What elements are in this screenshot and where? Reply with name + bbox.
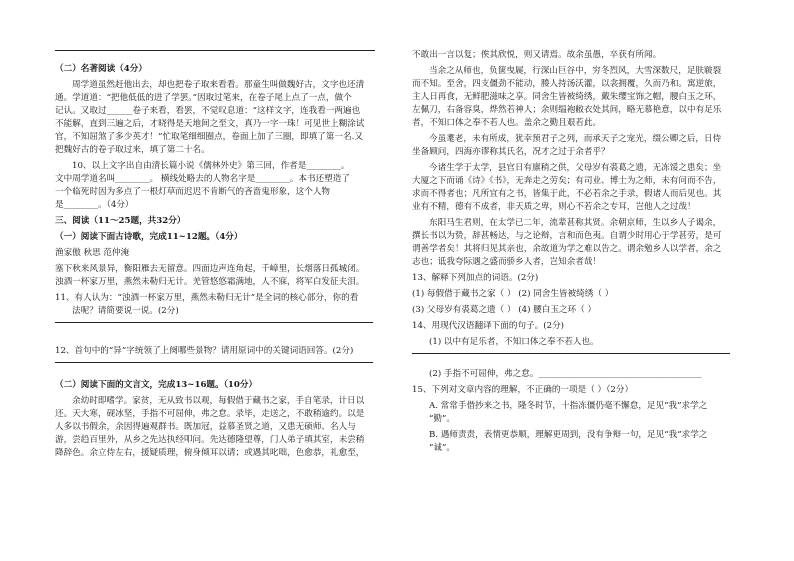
left-text-line: 余幼时即嗜学。家贫，无从致书以观，每假借于藏书之家，手自笔录，计日以: [72, 396, 365, 406]
right-text-line: 14、用现代汉语翻译下面的句子。(2分): [412, 321, 565, 331]
left-answer-line[interactable]: [55, 362, 373, 363]
right-text-line: (2) 手指不可屈伸，弗之怠。______________________________________: [429, 369, 702, 379]
right-text-line: 者，不知口体之奉不若人也。盖余之勤且艰若此。: [412, 118, 602, 128]
right-text-line: 志也；诋我夸际遇之盛而骄乡人者，岂知余者哉！: [412, 257, 602, 267]
right-text-line: 撰长书以为贽，辞甚畅达，与之论辩，言和而色夷。自谓少时用心于学甚劳，是可: [412, 231, 722, 241]
left-text-line: 12、首句中的“异”字统领了上阕哪些景物？请用原词中的关键词语回答。(2分): [55, 346, 354, 356]
left-text-line: 官，不知屈煞了多少英才！”忙取笔细细圈点，卷面上加了三圈，即填了第一名.又: [55, 132, 363, 142]
left-text-line: 一个临死时因为多点了一根灯草而迟迟不肯断气的吝啬鬼形象，这个人物: [55, 187, 331, 197]
left-text-line: 浊酒一杯家万里，燕然未勒归无计。羌管悠悠霜满地，人不寐，将军白发征夫泪。: [55, 277, 365, 287]
right-text-line: 左佩刀，右备容臭，烨然若神人；余则缊袍敝衣处其间，略无慕艳意，以中有足乐: [412, 105, 722, 115]
right-text-line: 东阳马生君则，在太学已二年，流辈甚称其贤。余朝京师，生以乡人子谒余，: [429, 218, 722, 228]
right-text-line: 业有不精，德有不成者，非天质之卑，则心不若余之专耳，岂他人之过哉！: [412, 202, 696, 212]
left-text-line: 降辞色。余立侍左右，援疑质理，俯身倾耳以请；或遇其叱咄，色愈恭，礼愈至，: [55, 448, 365, 458]
left-text-line: 记认。又取过______卷子来看，看罢，不觉叹息道：“这样文字，连我看一两遍也: [55, 106, 361, 116]
right-text-line: (1) 每假借于藏书之家（ ） (2) 同舍生皆被绮绣（ ）: [412, 289, 614, 299]
right-text-line: 坐备顾问，四海亦谬称其氏名，况才之过于余者乎？: [412, 147, 610, 157]
left-text-line: 不能解，直到三遍之后，才晓得是天地间之至文，真乃一字一珠！可见世上糊涂试: [55, 119, 365, 129]
right-text-line: 当余之从师也，负箧曳屣，行深山巨谷中，穷冬烈风，大雪深数尺，足肤皲裂: [429, 66, 722, 76]
right-text-line: 大厦之下而诵《诗》《书》，无奔走之劳矣；有司业、博士为之师，未有问而不告，: [412, 176, 722, 186]
left-text-line: 11、有人认为：“浊酒一杯家万里，燕然未勒归无计”是全词的核心部分，你的看: [55, 293, 359, 303]
left-text-line: 渔家傲 秋思 范仲淹: [55, 248, 130, 258]
left-text-line: 人多以书假余，余因得遍观群书。既加冠，益慕圣贤之道，又患无硕师、名人与: [55, 422, 356, 432]
left-text-line: 把魏好古的卷子取过来，填了第二十名。: [55, 145, 210, 155]
right-text-line: 13、解释下列加点的词语。(2分): [412, 273, 539, 283]
right-text-line: 不敢出一言以复；俟其欣悦，则又请焉。故余虽愚，卒获有所闻。: [412, 50, 662, 60]
right-text-line: B. 遇师责责，表情更恭顺，理解更周到，没有争辩一句，足见“我”求学之: [429, 430, 708, 440]
left-text-line: （一）阅读下面古诗歌，完成11~12题。（4分）: [55, 232, 243, 242]
left-text-line: 还。天大寒，砚冰坚，手指不可屈伸，弗之怠。录毕，走送之，不敢稍逾约。以是: [55, 409, 365, 419]
left-text-line: 通。学道道：“把他低低的进了学罢。”因取过笔来，在卷子尾上点了一点，做个: [55, 93, 352, 103]
left-text-line: （二）名著阅读（4分）: [55, 64, 147, 74]
left-text-line: 文中周学道名叫________。 横线处略去的人物名字是________。本书还塑造了: [55, 174, 350, 184]
left-text-line: （二）阅读下面的文言文，完成13~16题。（10分）: [55, 380, 258, 390]
right-text-line: (3) 父母岁有裘葛之遗（ ） (4) 腰白玉之环（ ）: [412, 305, 597, 315]
right-text-line: 今虽耄老，未有所成，犹幸预君子之列，而承天子之宠光，缀公卿之后，日侍: [429, 134, 722, 144]
right-text-line: 谓善学者矣！其将归见其亲也，余故道为学之难以告之。谓余勉乡人以学者，余之: [412, 244, 722, 254]
right-text-line: 今诸生学于太学，县官日有廪稍之供，父母岁有裘葛之遗，无冻馁之患矣；坐: [429, 163, 722, 173]
right-text-line: (1) 以中有足乐者，不知口体之奉不若人也。: [429, 337, 599, 347]
left-text-line: 是________。（4分）: [55, 200, 134, 210]
right-text-line: 求而不得者也；凡所宜有之书，皆集于此，不必若余之手录，假诸人而后见也。其: [412, 189, 722, 199]
right-text-line: “勤”。: [429, 414, 455, 424]
left-text-line: 三、阅读（11～25题，共32分）: [55, 216, 186, 226]
left-text-line: 法呢？请简要说一说。(2分): [72, 306, 179, 316]
left-text-line: 10、以上文字出自由清长篇小说《儒林外史》第三回，作者是________。: [72, 161, 350, 171]
right-text-line: 主人日再食，无鲜肥滋味之享。同舍生皆被绮绣，戴朱缨宝饰之帽，腰白玉之环，: [412, 92, 722, 102]
right-answer-line[interactable]: [412, 353, 730, 354]
left-answer-line[interactable]: [55, 322, 373, 323]
right-text-line: 15、下列对文章内容的理解，不正确的一项是（ ）（2分）: [412, 385, 634, 395]
top-answer-line[interactable]: [55, 50, 375, 51]
right-text-line: “诚”。: [429, 443, 455, 453]
right-text-line: A. 常常手借抄来之书，隆冬时节，十指冻僵仍毫不懈怠，足见“我”求学之: [429, 401, 708, 411]
left-text-line: 周学道虽然赶他出去，却也把卷子取来看看。那童生叫做魏好古，文字也还清: [72, 80, 365, 90]
left-text-line: 游，尝趋百里外，从乡之先达执经叩问。先达德隆望尊，门人弟子填其室，未尝稍: [55, 435, 365, 445]
right-text-line: 而不知。至舍，四支僵劲不能动，媵人持汤沃灌，以衾拥覆，久而乃和。寓逆旅，: [412, 79, 722, 89]
left-text-line: 塞下秋来风景异，衡阳雁去无留意。四面边声连角起，千嶂里，长烟落日孤城闭。: [55, 264, 365, 274]
